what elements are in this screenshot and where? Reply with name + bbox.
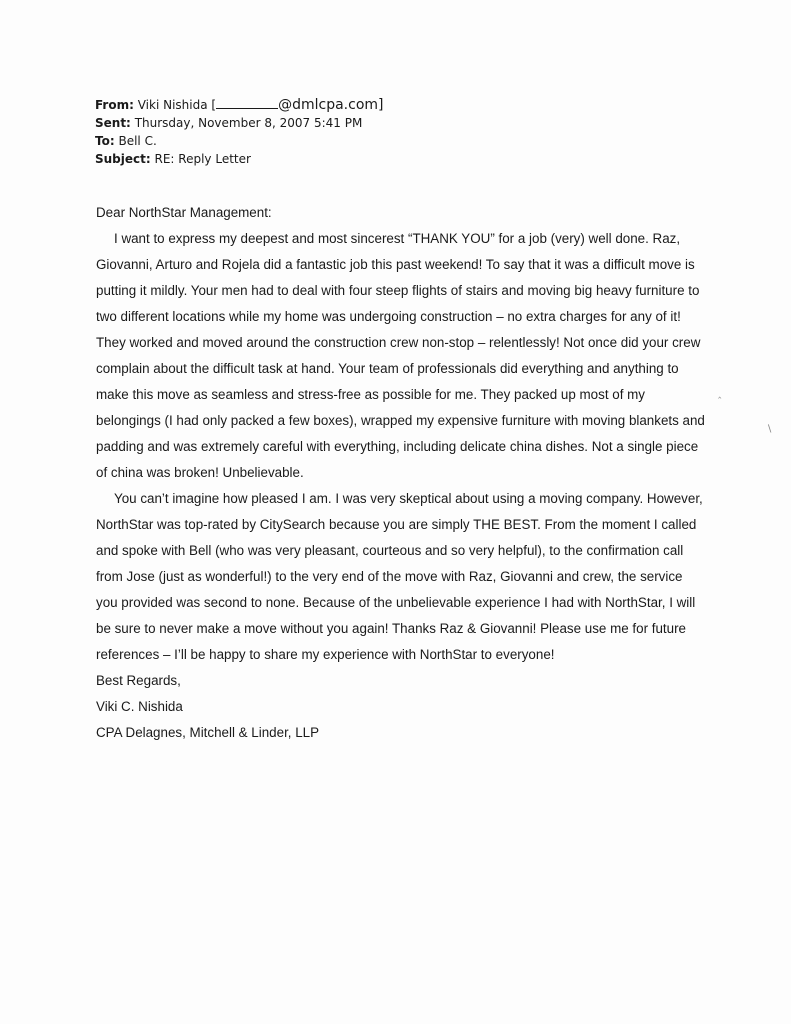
subject-row [95,150,383,168]
sent-value: Thursday, November 8, 2007 5:41 PM [134,116,363,130]
salutation: Dear NorthStar Management: [96,205,272,220]
from-name: Viki Nishida [ [137,98,217,112]
subject-value: RE: Reply Letter [154,152,251,166]
sent-row [95,114,383,132]
paragraph-2: You can’t imagine how pleased I am. I was very skeptical about using a moving company. However, NorthStar was top-rated by CitySearch because you are simply THE BEST. From the moment I called and spoke with Bell (who was very pleasant, courteous and so very helpful), to the confirmation call from Jose (just as wonderful!) to the very end of the move with Raz, Giovanni and crew, the service you provided was second to none. Because of the unbelievable experience I had with NorthStar, I will be sure to never make a move without you again! Thanks Raz & Giovanni! Please use me for future references – I’ll be happy to share my experience with NorthStar to everyone! [96,491,703,662]
to-value: Bell C. [118,134,157,148]
scan-speck: ‸ [718,388,722,399]
from-domain: @dmlcpa.com] [278,97,384,113]
redacted-email-line [216,96,278,109]
paragraph-1: I want to express my deepest and most sincerest “THANK YOU” for a job (very) well done. Raz, Giovanni, Arturo and Rojela did a fantastic job this past weekend! To say that it was a difficult move is putting it mildly. Your men had to deal with four steep flights of stairs and moving big heavy furniture to two different locations while my home was undergoing construction – no extra charges for any of it! They worked and moved around the construction crew non-stop – relentlessly! Not once did your crew complain about the difficult task at hand. Your team of professionals did everything and anything to make this move as seamless and stress-free as possible for me. They packed up most of my belongings (I had only packed a few boxes), wrapped my expensive furniture with moving blankets and padding and was extremely careful with everything, including delicate china dishes. Not a single piece of china was broken! Unbelievable. [96,231,705,480]
letter-body [96,200,706,746]
from-row [95,96,383,114]
scan-speck: ∖ [766,424,773,435]
signer-name: Viki C. Nishida [96,699,183,714]
to-label: To: [95,134,115,148]
signer-firm: CPA Delagnes, Mitchell & Linder, LLP [96,725,320,740]
closing: Best Regards, [96,673,181,688]
from-label: From: [95,98,134,112]
email-header [95,96,383,168]
to-row [95,132,383,150]
sent-label: Sent: [95,116,131,130]
subject-label: Subject: [95,152,151,166]
